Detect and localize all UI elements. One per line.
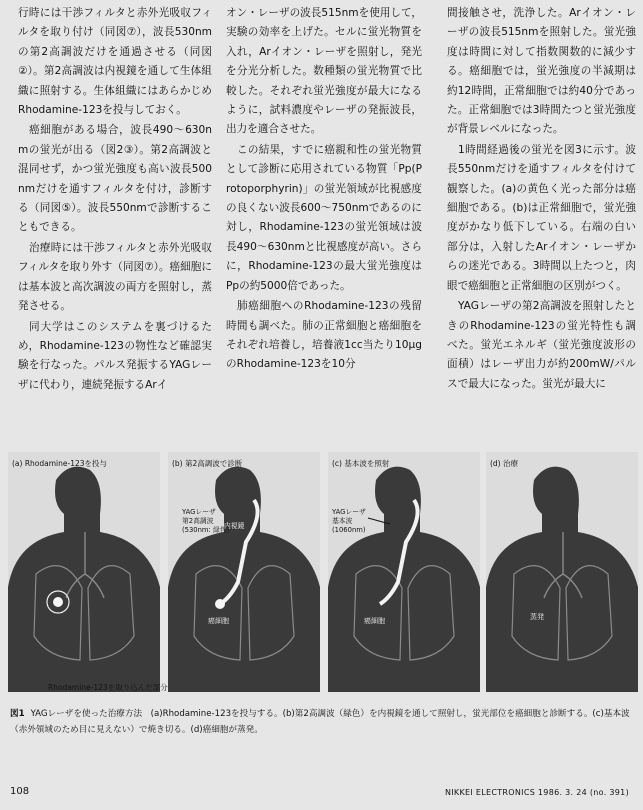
figure-caption — [10, 706, 635, 738]
paragraph: 間接触させ，洗浄した。Arイオン・レーザの波長515nmを照射した。蛍光強度は時間に対して指数関数的に減少する。癌細胞では，蛍光強度の半減期は約12時間，正常細胞では約40分であった。正常細胞では3時間たつと蛍光強度が背景レベルになった。 — [447, 7, 636, 136]
annotation-text: YAGレーザ 第2高調波 (530nm: 緑色) — [182, 508, 230, 534]
paragraph: 同大学はこのシステムを裏づけるため，Rhodamine-123の物性など確認実験を行なった。パルス発振するYAGレーザに代わり，連続発振するArイ — [18, 320, 212, 391]
paragraph: 治療時には干渉フィルタと赤外光吸収フィルタを取り外す（同図⑦）。癌細胞には基本波と高次調波の両方を照射し，蒸発させる。 — [18, 241, 212, 313]
panel-label-c: (c) 基本波を照射 — [332, 459, 390, 468]
text-column-2 — [226, 4, 422, 376]
organ-label: 癌細胞 — [364, 617, 385, 625]
caption-text: YAGレーザを使った治療方法 (a)Rhodamine-123を投与する。(b)第2高調波（緑色）を内視鏡を通して照射し，蛍光部位を癌細胞と診断する。(c)基本波（赤外領域のため目に見えない）で焼き切る。(d)癌細胞が蒸発。 — [10, 709, 630, 735]
figure-number: 図1 — [10, 709, 25, 719]
paragraph: 1時間経過後の蛍光を図3に示す。波長550nmだけを通すフィルタを付けて観察した。(a)の黄色く光った部分は癌細胞である。(b)は正常細胞で，蛍光強度がかなり低下している。右端の白い部分は，入射したArイオン・レーザからの迷光である。3時間以上たつと，肉眼で癌細胞と正常細胞の区別がつく。 — [447, 143, 636, 292]
panel-label-d: (d) 治療 — [490, 459, 518, 468]
paragraph: YAGレーザの第2高調波を照射したときのRhodamine-123の蛍光特性も調べた。蛍光エネルギ（蛍光強度波形の面積）はレーザ出力が約200mW/パルスで最大になった。蛍光が最大に — [447, 300, 636, 390]
figure-panel-a — [8, 452, 160, 692]
paragraph: この結果，すでに癌親和性の蛍光物質として診断に応用されている物質「Pp(Protoporphyrin)」の蛍光領域が比視感度の良くない波長600〜750nmであるのに対し，Rhodamine-123の蛍光領域は波長490〜630nmと比視感度が高い。さらに，Rhodamine-123の最大蛍光強度はPpの約5000倍であった。 — [226, 143, 422, 292]
torso-illustration — [486, 452, 638, 692]
paragraph: オン・レーザの波長515nmを使用して，実験の効率を上げた。セルに蛍光物質を入れ，Arイオン・レーザを照射し，発光を分光分析した。数種類の蛍光物質で比較した。それぞれ蛍光強度が最大になるように，試料濃度やレーザの発振波長，出力を適合させた。 — [226, 7, 422, 136]
paragraph: 癌細胞がある場合，波長490〜630nmの蛍光が出る（図2③）。第2高調波と混同せず，かつ蛍光強度も高い波長500nmだけを通すフィルタを付け，診断する（同図⑤）。波長550nmで診断することもできる。 — [18, 124, 212, 234]
torso-illustration — [168, 452, 320, 692]
annotation-text: YAGレーザ 基本波 (1060nm) — [332, 508, 366, 534]
panel-label-a: (a) Rhodamine-123を投与 — [12, 459, 108, 468]
figure-panel-d — [486, 452, 638, 692]
page-number: 108 — [10, 786, 30, 797]
paragraph: 行時には干渉フィルタと赤外光吸収フィルタを取り付け（同図⑦），波長530nmの第2高調波だけを通過させる（同図②）。第2高調波は内視鏡を通して生体組織に照射する。生体組織にはあらかじめRhodamine-123を投与しておく。 — [18, 7, 212, 117]
figure-note: Rhodamine-123を取り込んだ部分 — [48, 683, 168, 692]
endoscope-label: 内視鏡 — [224, 522, 245, 530]
organ-label: 癌細胞 — [208, 617, 229, 625]
laser-annotation — [332, 508, 366, 535]
journal-footer: NIKKEI ELECTRONICS 1986. 3. 24 (no. 391) — [444, 788, 629, 797]
figure-panel-c — [328, 452, 480, 692]
paragraph: 肺癌細胞へのRhodamine-123の残留時間も調べた。肺の正常細胞と癌細胞をそれぞれ培養し，培養液1cc当たり10μgのRhodamine-123を10分 — [226, 300, 422, 371]
panel-label-b: (b) 第2高調波で診断 — [172, 459, 243, 468]
torso-illustration — [328, 452, 480, 692]
text-column-1 — [18, 4, 212, 396]
torso-illustration — [8, 452, 160, 692]
text-column-3 — [447, 4, 636, 395]
figure-1 — [8, 452, 638, 692]
organ-label: 蒸発 — [530, 613, 544, 621]
laser-annotation — [182, 508, 229, 535]
figure-panel-b — [168, 452, 320, 692]
